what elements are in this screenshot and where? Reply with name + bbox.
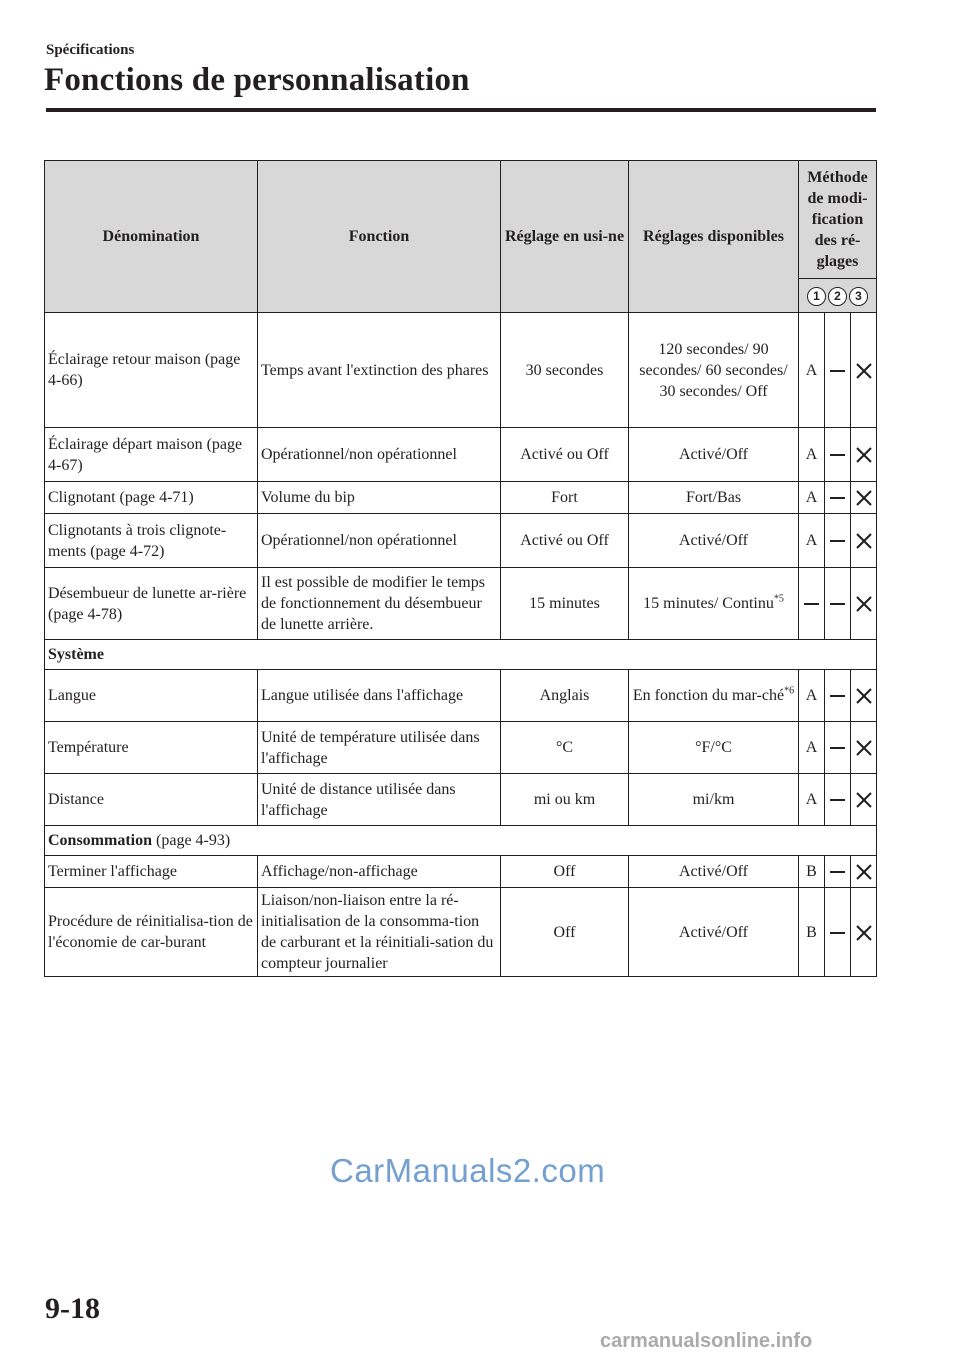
title-divider [46,108,876,112]
cross-icon [855,739,873,757]
header-name: Dénomination [45,161,258,313]
cell-method-1: A [799,313,825,428]
table-row [45,482,877,514]
section-system [45,640,877,670]
header-function: Fonction [258,161,501,313]
cell-available-settings [629,774,799,826]
customization-table [44,160,877,977]
cell-method-2 [825,568,851,640]
cell-available-settings [629,568,799,640]
cell-method-3 [851,313,877,428]
header-factory-setting: Réglage en usi-ne [501,161,629,313]
cell-name: Température [45,722,258,774]
cell-method-1: B [799,888,825,977]
cell-factory-setting: mi ou km [501,774,629,826]
cell-function: Opérationnel/non opérationnel [258,514,501,568]
cell-method-2 [825,313,851,428]
dash-icon [830,871,845,873]
cell-function: Unité de température utilisée dans l'affichage [258,722,501,774]
cell-factory-setting: Fort [501,482,629,514]
cell-name: Éclairage départ maison (page 4-67) [45,428,258,482]
section-consumption-page-ref: (page 4-93) [156,832,231,849]
dash-icon [830,747,845,749]
available-text: Activé/Off [678,923,748,941]
cell-method-1 [799,568,825,640]
cell-method-2 [825,856,851,888]
cell-factory-setting: 30 secondes [501,313,629,428]
dash-icon [830,695,845,697]
cell-method-3 [851,482,877,514]
cell-name: Distance [45,774,258,826]
cell-name: Clignotant (page 4-71) [45,482,258,514]
cell-available-settings [629,670,799,722]
footnote-ref: *6 [784,685,795,697]
cell-available-settings [629,482,799,514]
cell-method-3 [851,774,877,826]
cross-icon [855,687,873,705]
cell-factory-setting: Off [501,888,629,977]
dash-icon [830,497,845,499]
available-text: Activé/Off [678,446,748,463]
cell-name: Procédure de réinitialisa-tion de l'économie de car-burant [45,888,258,977]
cell-function: Affichage/non-affichage [258,856,501,888]
cross-icon [855,532,873,550]
section-consumption [45,826,877,856]
cell-method-2 [825,514,851,568]
cell-method-3 [851,856,877,888]
cross-icon [855,362,873,380]
cell-method-1: A [799,722,825,774]
section-label: Spécifications [46,42,135,58]
cell-method-3 [851,428,877,482]
method-3-icon: 3 [849,287,868,306]
page-number: 9-18 [45,1292,100,1325]
header-available-settings: Réglages disponibles [629,161,799,313]
section-consumption-cell [45,826,877,856]
cross-icon [855,924,873,942]
dash-icon [804,603,819,605]
available-text: Fort/Bas [685,489,742,506]
section-consumption-title: Consommation [48,832,153,849]
table-row [45,774,877,826]
dash-icon [830,370,845,372]
available-text: °F/°C [695,739,732,756]
method-2-icon: 2 [828,287,847,306]
cell-name: Éclairage retour maison (page 4-66) [45,313,258,428]
table-row [45,428,877,482]
cell-method-1: A [799,514,825,568]
available-text: Activé/Off [678,532,748,549]
cell-factory-setting: °C [501,722,629,774]
table-row [45,670,877,722]
cell-function: Il est possible de modifier le temps de fonctionnement du désembueur de lunette arrière. [258,568,501,640]
available-text: mi/km [692,791,735,808]
table-row [45,313,877,428]
cell-method-3 [851,568,877,640]
site-watermark: carmanualsonline.info [600,1330,813,1352]
cell-method-1: A [799,670,825,722]
dash-icon [830,454,845,456]
cell-method-1: A [799,428,825,482]
method-1-icon: 1 [807,287,826,306]
cell-method-2 [825,670,851,722]
cell-factory-setting: 15 minutes [501,568,629,640]
cross-icon [855,863,873,881]
cell-method-2 [825,888,851,977]
cell-available-settings [629,514,799,568]
cell-method-2 [825,482,851,514]
cell-method-3 [851,514,877,568]
cell-name: Désembueur de lunette ar-rière (page 4-78) [45,568,258,640]
cell-method-3 [851,722,877,774]
cell-method-1: A [799,774,825,826]
dash-icon [830,799,845,801]
cell-function: Temps avant l'extinction des phares [258,313,501,428]
cross-icon [855,595,873,613]
dash-icon [830,540,845,542]
cell-function: Unité de distance utilisée dans l'affichage [258,774,501,826]
cell-factory-setting: Off [501,856,629,888]
table-row [45,856,877,888]
table-row [45,514,877,568]
cell-method-3 [851,670,877,722]
table-row [45,722,877,774]
cell-method-1: A [799,482,825,514]
cell-method-2 [825,428,851,482]
cell-name: Terminer l'affichage [45,856,258,888]
cell-available-settings [629,313,799,428]
cell-method-2 [825,774,851,826]
cross-icon [855,791,873,809]
cell-function: Liaison/non-liaison entre la ré-initialisation de la consomma-tion de carburant et la réinitiali-sation du compteur journalier [258,888,501,977]
table-row [45,568,877,640]
header-method-numbers [799,279,877,313]
dash-icon [830,932,845,934]
cell-function: Langue utilisée dans l'affichage [258,670,501,722]
section-system-cell [45,640,877,670]
footnote-ref: *5 [773,593,784,605]
available-text: Activé/Off [678,863,748,880]
cell-method-2 [825,722,851,774]
cross-icon [855,446,873,464]
cell-name: Clignotants à trois clignote-ments (page 4-72) [45,514,258,568]
cell-method-3 [851,888,877,977]
table-row [45,888,877,977]
cell-available-settings [629,722,799,774]
cell-function: Volume du bip [258,482,501,514]
cell-factory-setting: Activé ou Off [501,428,629,482]
available-text: 15 minutes/ Continu [643,595,774,612]
section-system-title: Système [48,646,104,663]
available-text: En fonction du mar-ché [632,687,785,704]
cell-name: Langue [45,670,258,722]
cell-available-settings [629,856,799,888]
cell-available-settings [629,428,799,482]
cell-function: Opérationnel/non opérationnel [258,428,501,482]
cell-method-1: B [799,856,825,888]
cell-available-settings [629,888,799,977]
cross-icon [855,489,873,507]
dash-icon [830,603,845,605]
cell-factory-setting: Anglais [501,670,629,722]
watermark-logo: CarManuals2.com [330,1152,606,1189]
available-text: 120 secondes/ 90 secondes/ 60 secondes/ 30 secondes/ Off [639,340,788,400]
cell-factory-setting: Activé ou Off [501,514,629,568]
page-title: Fonctions de personnalisation [44,62,470,98]
header-method: Méthode de modi-fication des ré-glages [799,161,877,279]
